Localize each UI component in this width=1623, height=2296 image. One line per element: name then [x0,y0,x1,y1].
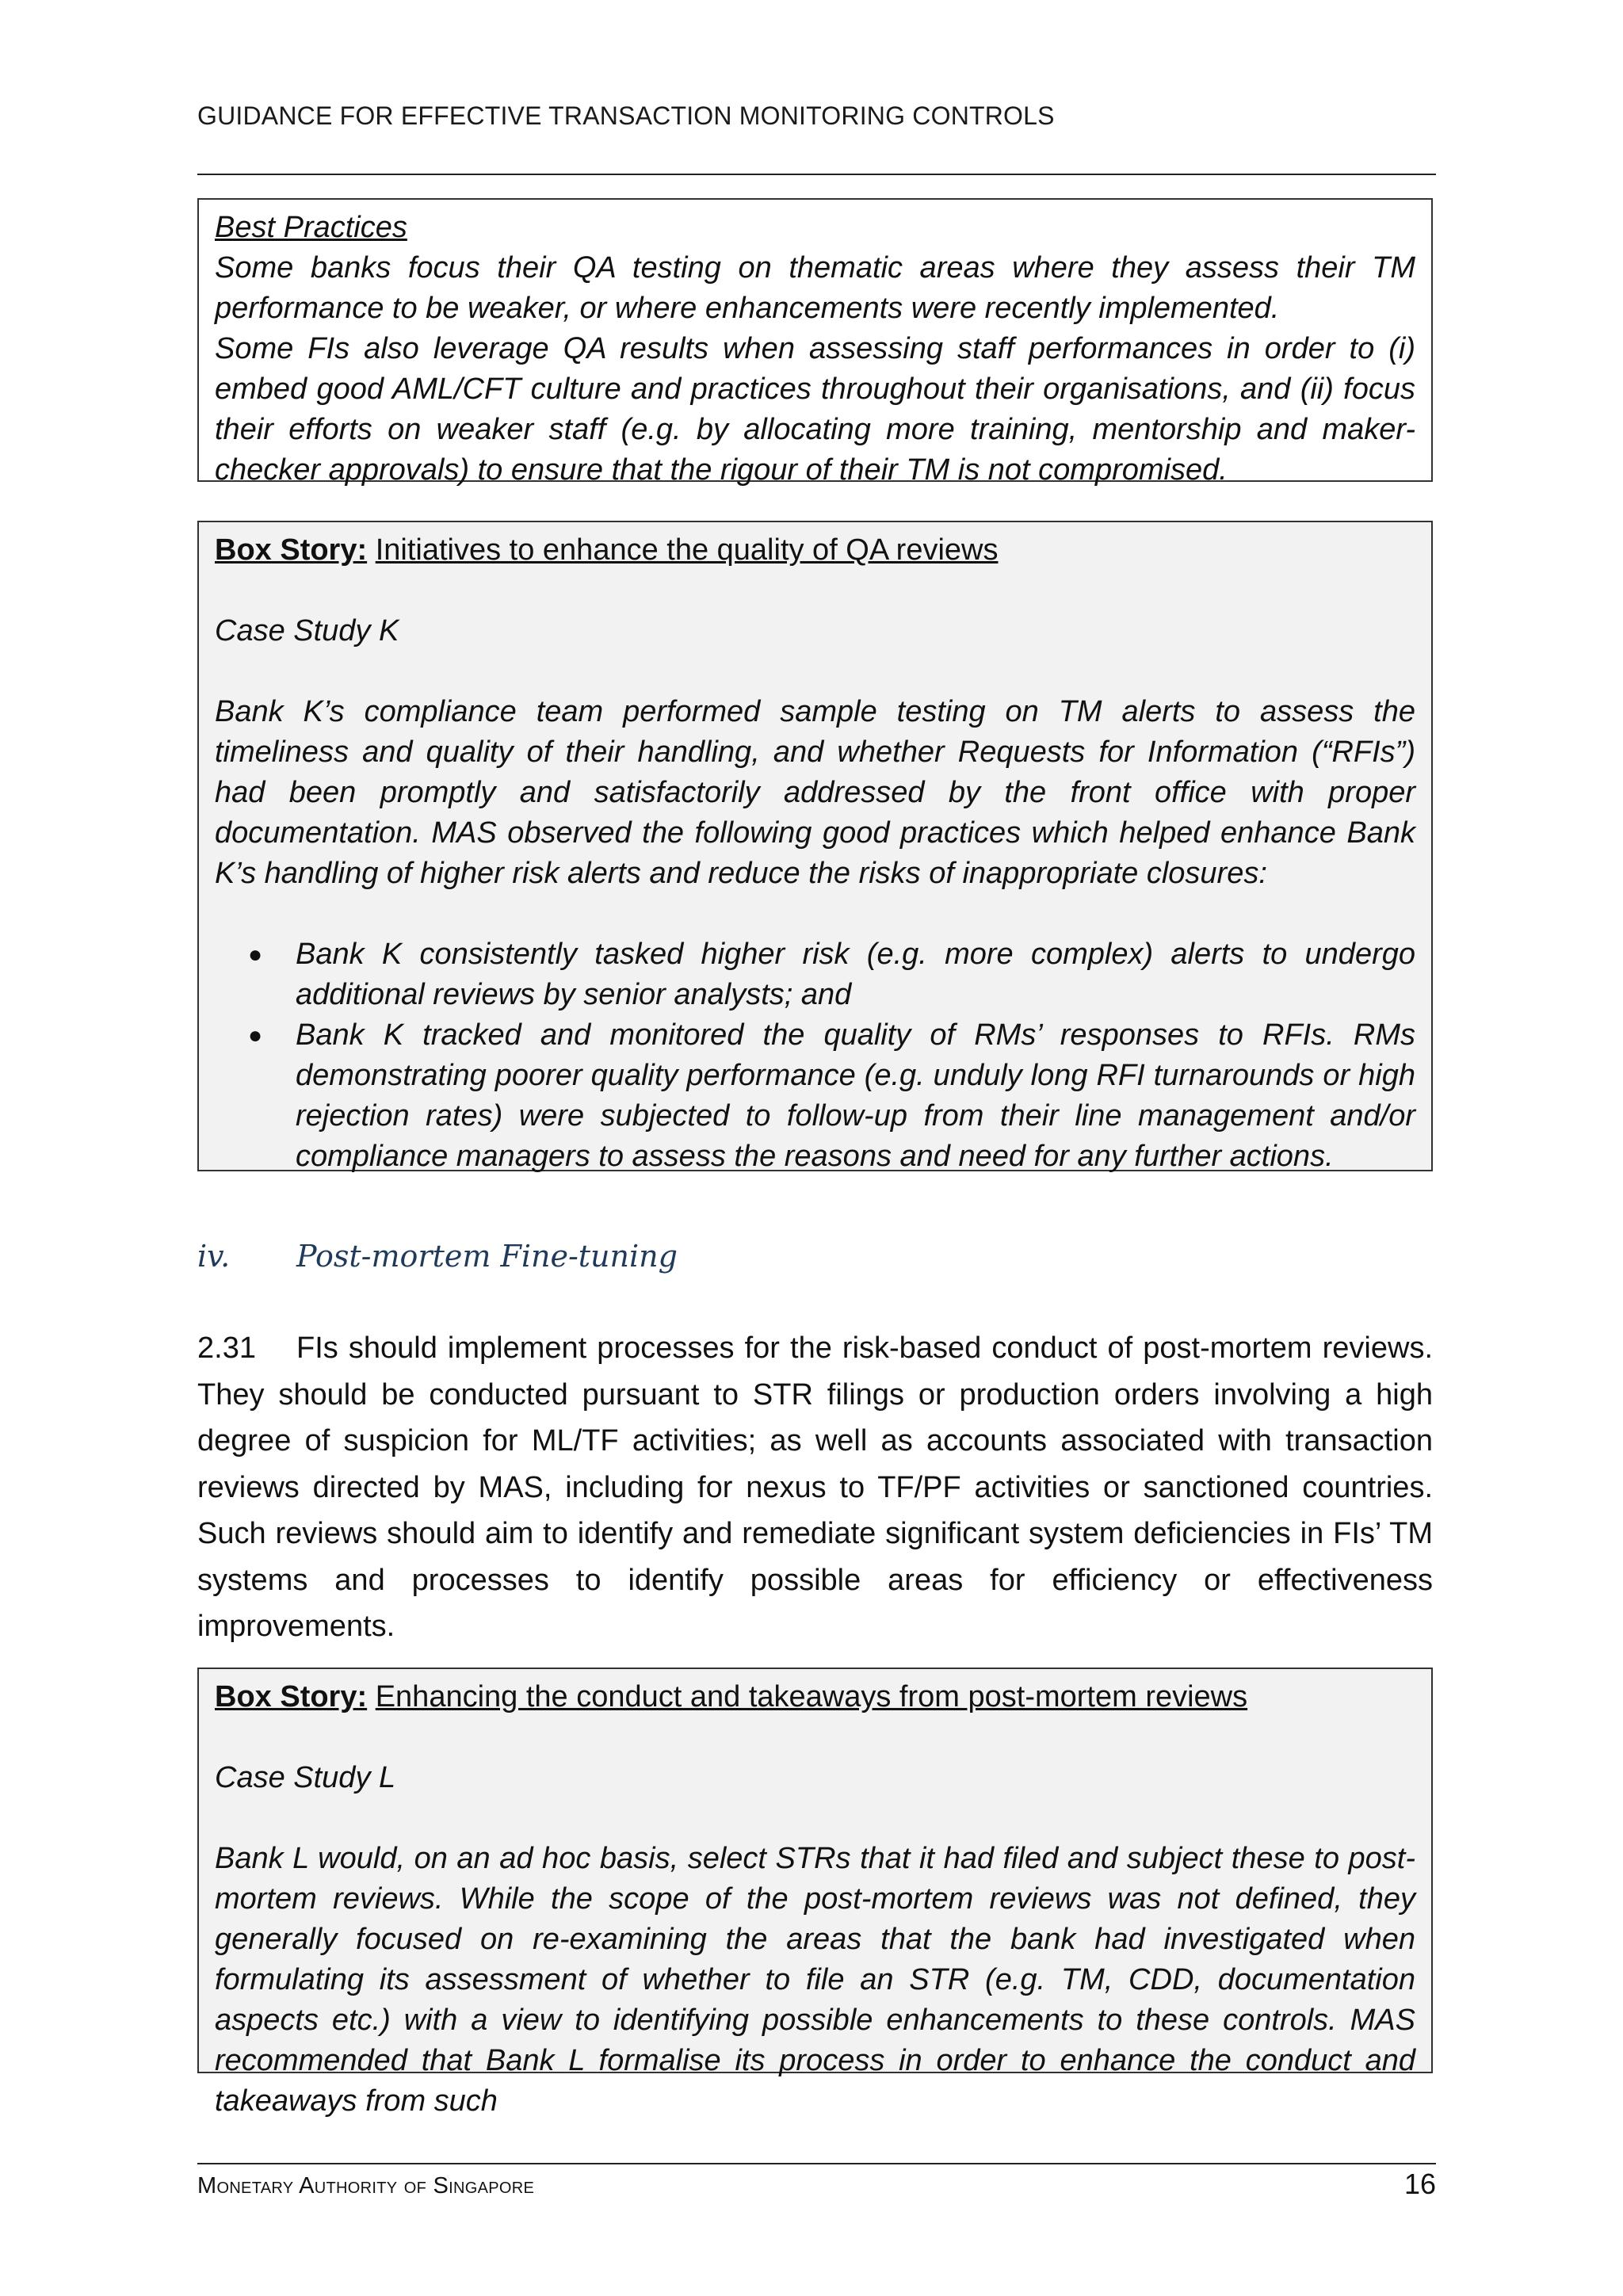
box-story-label: Box Story: [215,533,368,567]
list-item: ● Bank K tracked and monitored the quality of RMs’ responses to RFIs. RMs demonstrating poorer quality performance (e.g. unduly long RFI turnarounds or high rejection rates) were subjected to follow-up from their line management and/or compliance managers to assess the reasons and need for any further actions. [248,1018,1415,1173]
footer-rule [197,2163,1436,2164]
box-story-l [197,1668,1433,2118]
header-rule [197,174,1436,175]
case-study-body: Bank L would, on an ad hoc basis, select STRs that it had filed and subject these to post-mortem reviews. While the scope of the post-mortem reviews was not defined, they generally focused on re-examining the areas that the bank had investigated when formulating its assessment of whether to file an STR (e.g. TM, CDD, documentation aspects etc.) with a view to identifying possible enhancements to these controls. MAS recommended that Bank L formalise its process in order to enhance the conduct and takeaways from such [215,1842,1415,2118]
box-story-title [215,530,1415,571]
best-practices-box [197,198,1433,487]
box-story-label: Box Story: [215,1680,368,1713]
box-story-k [197,521,1433,1171]
section-heading [197,1239,678,1274]
case-study-title: Case Study L [215,1761,396,1794]
best-practices-paragraph: Some banks focus their QA testing on thematic areas where they assess their TM performance to be weaker, or where enhancements were recently implemented. [215,251,1415,325]
running-header: GUIDANCE FOR EFFECTIVE TRANSACTION MONITORING CONTROLS [197,101,1055,130]
section-title: Post-mortem Fine-tuning [296,1239,678,1274]
page-number: 16 [1403,2168,1436,2200]
best-practices-paragraph: Some FIs also leverage QA results when assessing staff performances in order to (i) embed good AML/CFT culture and practices throughout their organisations, and (ii) focus their efforts on weaker staff (e.g. by allocating more training, mentorship and maker-checker approvals) to ensure that the rigour of their TM is not compromised. [215,332,1415,487]
box-story-title [215,1677,1415,1717]
case-study-body: Bank K’s compliance team performed sample testing on TM alerts to assess the timeliness and quality of their handling, and whether Requests for Information (“RFIs”) had been promptly and satisfactorily addressed by the front office with proper documentation. MAS observed the following good practices which helped enhance Bank K’s handling of higher risk alerts and reduce the risks of inappropriate closures: [215,695,1415,890]
list-item-text: Bank K tracked and monitored the quality of RMs’ responses to RFIs. RMs demonstrating poorer quality performance (e.g. unduly long RFI turnarounds or high rejection rates) were subjected to follow-up from their line management and/or compliance managers to assess the reasons and need for any further actions. [296,1018,1415,1173]
list-item: ● Bank K consistently tasked higher risk (e.g. more complex) alerts to undergo additional reviews by senior analysts; and [248,938,1415,1011]
list-item-text: Bank K consistently tasked higher risk (e.g. more complex) alerts to undergo additional reviews by senior analysts; and [296,938,1415,1011]
box-story-heading: Enhancing the conduct and takeaways from post-mortem reviews [375,1680,1248,1713]
box-story-heading: Initiatives to enhance the quality of QA reviews [375,533,999,567]
section-number: iv. [197,1239,231,1274]
case-study-title: Case Study K [215,614,399,648]
footer-organisation: Monetary Authority of Singapore [197,2173,535,2199]
paragraph-text: FIs should implement processes for the risk-based conduct of post-mortem reviews. They should be conducted pursuant to STR filings or production orders involving a high degree of suspicion for ML/TF activities; as well as accounts associated with transaction reviews directed by MAS, including for nexus to TF/PF activities or sanctioned countries. Such reviews should aim to identify and remediate significant system deficiencies in FIs’ TM systems and processes to identify possible areas for efficiency or effectiveness improvements. [197,1331,1433,1643]
best-practices-heading: Best Practices [215,211,407,244]
paragraph-2-31 [197,1325,1433,1650]
bullet-list [215,934,1415,1177]
paragraph-number: 2.31 [197,1331,256,1365]
